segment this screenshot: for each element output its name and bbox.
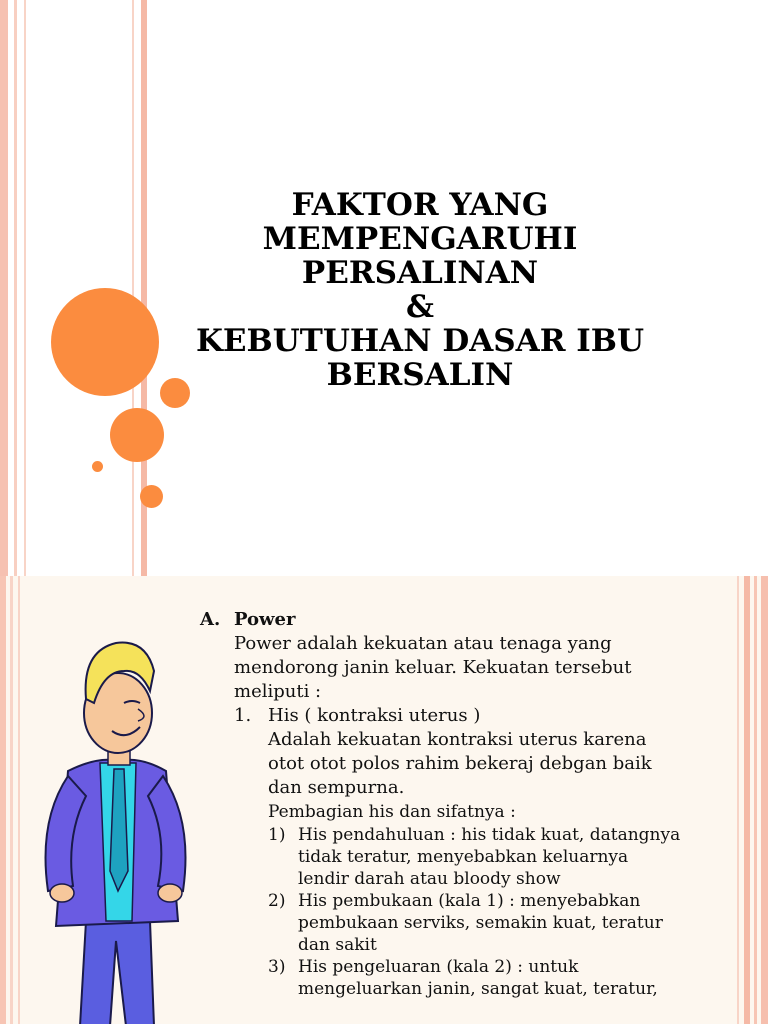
sub-list-item [200, 956, 720, 1000]
section-heading [200, 608, 720, 632]
title-line: KEBUTUHAN DASAR IBU [195, 323, 645, 359]
stripe [132, 0, 134, 576]
decorative-circle-medium [110, 408, 164, 462]
text-line: dan sakit [298, 935, 377, 955]
text-line: His pengeluaran (kala 2) : untuk [298, 957, 579, 977]
item-body [200, 728, 720, 824]
slide-title [170, 188, 670, 392]
sub-list-item [200, 890, 720, 956]
sub-list-item [200, 824, 720, 890]
stripe [14, 0, 17, 576]
stripe [761, 576, 768, 1024]
sub-marker: 3) [268, 957, 286, 977]
title-line: BERSALIN [326, 357, 514, 393]
stripe [18, 576, 20, 1024]
subheading: Pembagian his dan sifatnya : [268, 802, 516, 822]
sub-marker: 1) [268, 825, 286, 845]
list-item [200, 704, 720, 728]
stripe [10, 576, 13, 1024]
title-line: MEMPENGARUHI [262, 221, 578, 257]
title-line: FAKTOR YANG [291, 187, 549, 223]
decorative-circle-small [140, 485, 163, 508]
text-line: His pembukaan (kala 1) : menyebabkan [298, 891, 641, 911]
stripe [744, 576, 750, 1024]
list-marker: 1. [234, 705, 252, 726]
text-line: mendorong janin keluar. Kekuatan tersebut [234, 657, 632, 678]
content-slide [0, 576, 768, 1024]
text-line: Adalah kekuatan kontraksi uterus karena [268, 729, 647, 750]
text-line: pembukaan serviks, semakin kuat, teratur [298, 913, 663, 933]
decorative-circle-tiny [92, 461, 103, 472]
cartoon-man-icon [28, 621, 198, 1024]
heading-marker: A. [200, 609, 221, 630]
title-line: PERSALINAN [301, 255, 539, 291]
text-line: meliputi : [234, 681, 322, 702]
text-line: dan sempurna. [268, 777, 405, 798]
heading-text: Power [234, 609, 296, 630]
text-line: tidak teratur, menyebabkan keluarnya [298, 847, 629, 867]
sub-marker: 2) [268, 891, 286, 911]
text-line: lendir darah atau bloody show [298, 869, 561, 889]
text-line: Power adalah kekuatan atau tenaga yang [234, 633, 612, 654]
decorative-circle-large [51, 288, 159, 396]
intro-paragraph [200, 632, 720, 704]
title-line: & [406, 289, 434, 325]
stripe [737, 576, 739, 1024]
stripe [754, 576, 757, 1024]
content-text [200, 608, 720, 1000]
text-line: mengeluarkan janin, sangat kuat, teratur, [298, 979, 658, 999]
stripe [0, 0, 8, 576]
text-line: His pendahuluan : his tidak kuat, datangnya [298, 825, 681, 845]
stripe [24, 0, 26, 576]
text-line: otot otot polos rahim bekeraj debgan baik [268, 753, 652, 774]
list-item-text: His ( kontraksi uterus ) [268, 705, 481, 726]
stripe [0, 576, 6, 1024]
